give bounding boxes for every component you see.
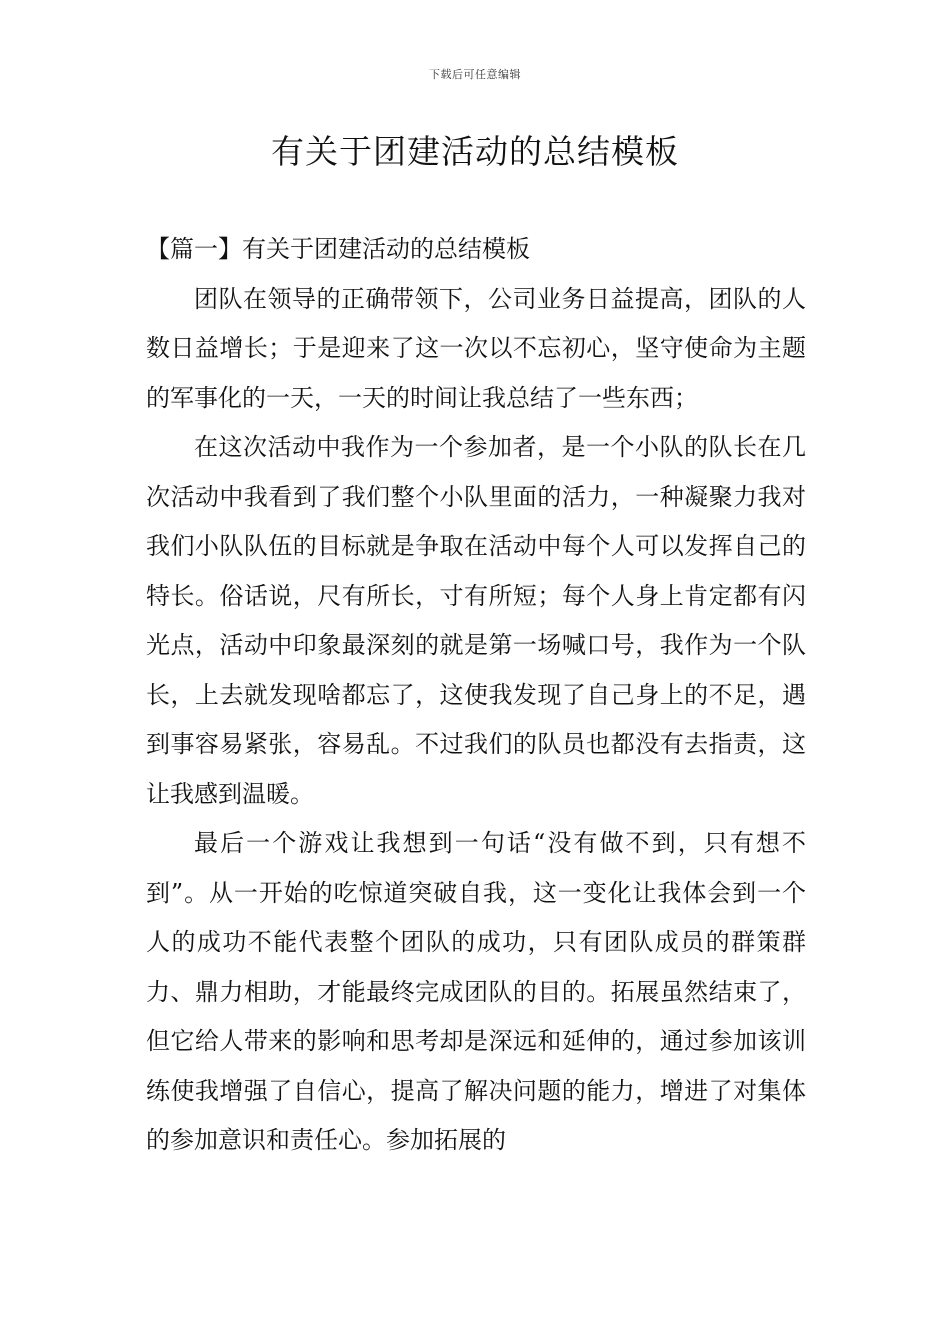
document-title: 有关于团建活动的总结模板 <box>271 132 679 171</box>
header-note: 下载后可任意编辑 <box>429 68 521 81</box>
paragraph-3: 最后一个游戏让我想到一句话“没有做不到，只有想不到”。从一开始的吃惊道突破自我，这一变化让我体会到一个人的成功不能代表整个团队的成功，只有团队成员的群策群力、鼎力相助，才能最终完成团队的目的。拓展虽然结束了，但它给人带来的影响和思考却是深远和延伸的，通过参加该训练使我增强了自信心，提高了解决问题的能力，增进了对集体的参加意识和责任心。参加拓展的 <box>146 829 806 1154</box>
paragraph-2: 在这次活动中我作为一个参加者，是一个小队的队长在几次活动中我看到了我们整个小队里面的活力，一种凝聚力我对我们小队队伍的目标就是争取在活动中每个人可以发挥自己的特长。俗话说，尺有所长，寸有所短；每个人身上肯定都有闪光点，活动中印象最深刻的就是第一场喊口号，我作为一个队长，上去就发现啥都忘了，这使我发现了自己身上的不足，遇到事容易紧张，容易乱。不过我们的队员也都没有去指责，这让我感到温暖。 <box>146 433 806 808</box>
section-heading: 【篇一】有关于团建活动的总结模板 <box>146 235 530 263</box>
document-body <box>146 225 806 1166</box>
paragraph-1: 团队在领导的正确带领下，公司业务日益提高，团队的人数日益增长；于是迎来了这一次以不忘初心，坚守使命为主题的军事化的一天，一天的时间让我总结了一些东西； <box>146 284 806 412</box>
